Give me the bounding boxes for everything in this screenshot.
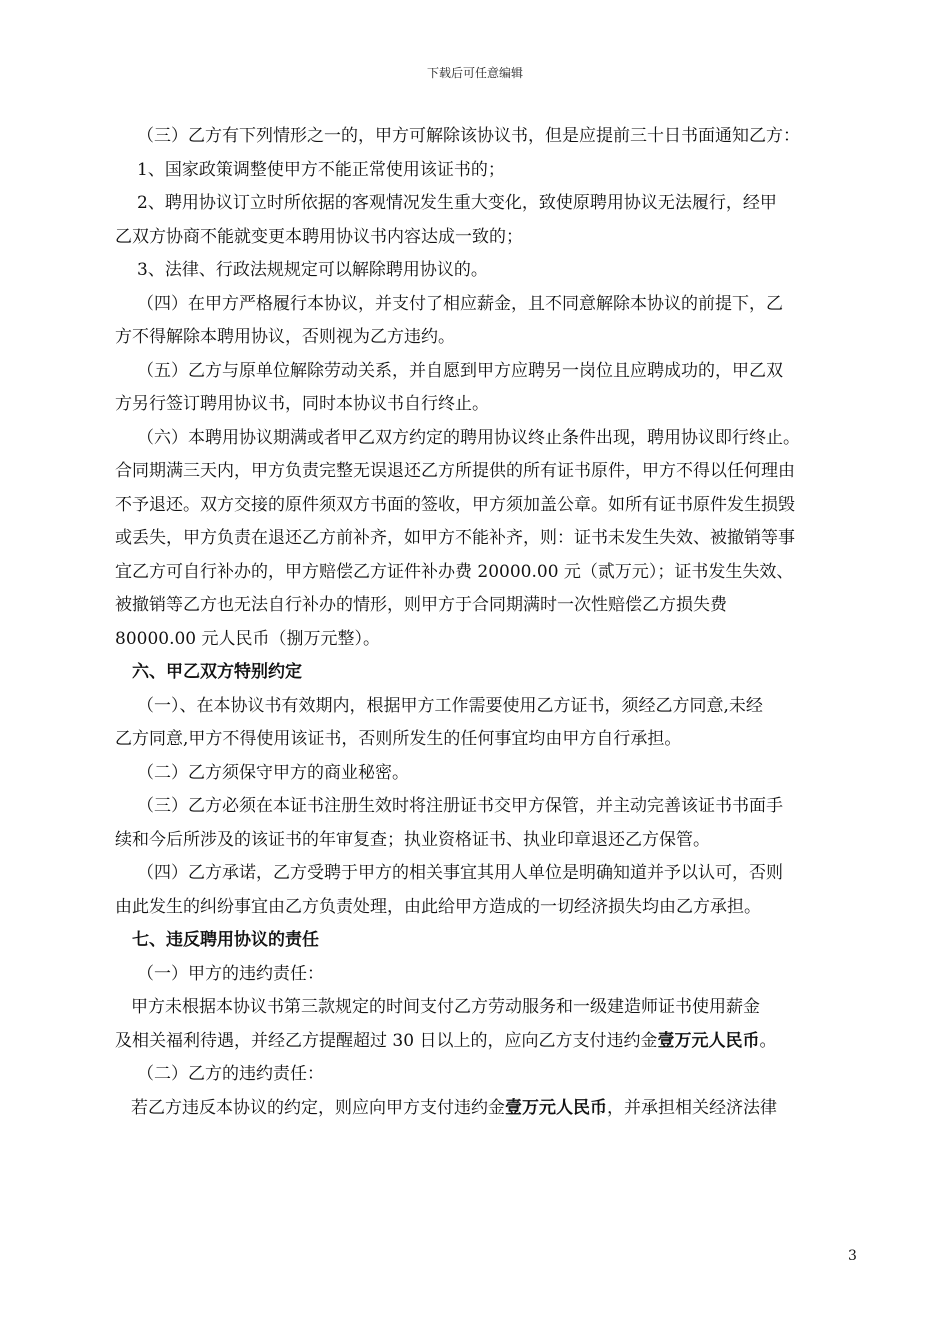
line-text: 及相关福利待遇，并经乙方提醒超过 30 日以上的，应向乙方支付违约金 xyxy=(115,1030,658,1051)
paragraph-line: （二）乙方的违约责任： xyxy=(137,1064,324,1084)
paragraph-line xyxy=(115,1092,875,1126)
paragraph-line: 3、法律、行政法规规定可以解除聘用协议的。 xyxy=(137,260,488,280)
paragraph-line: （一）、在本协议书有效期内，根据甲方工作需要使用乙方证书，须经乙方同意,未经 xyxy=(137,695,763,716)
penalty-amount-bold: 壹万元人民币 xyxy=(657,1030,760,1051)
paragraph-line: （四）在甲方严格履行本协议，并支付了相应薪金，且不同意解除本协议的前提下，乙 xyxy=(137,293,783,314)
paragraph-line: （一）甲方的违约责任： xyxy=(137,963,324,984)
paragraph-line: 方另行签订聘用协议书，同时本协议书自行终止。 xyxy=(115,394,489,414)
paragraph-line: 80000.00 元人民币（捌万元整）。 xyxy=(115,628,381,649)
page-header: 下载后可任意编辑 xyxy=(426,66,523,80)
paragraph-line: 续和今后所涉及的该证书的年审复查；执业资格证书、执业印章退还乙方保管。 xyxy=(115,829,710,850)
paragraph-line: （三）乙方必须在本证书注册生效时将注册证书交甲方保管，并主动完善该证书书面手 xyxy=(137,796,783,816)
paragraph-line: 方不得解除本聘用协议，否则视为乙方违约。 xyxy=(115,327,455,347)
paragraph-line: 合同期满三天内，甲方负责完整无误退还乙方所提供的所有证书原件，甲方不得以任何理由 xyxy=(115,461,795,481)
paragraph-line: 甲方未根据本协议书第三款规定的时间支付乙方劳动服务和一级建造师证书使用薪金 xyxy=(131,997,760,1017)
paragraph-line: 2、聘用协议订立时所依据的客观情况发生重大变化，致使原聘用协议无法履行，经甲 xyxy=(137,193,777,213)
paragraph-line: （六）本聘用协议期满或者甲乙双方约定的聘用协议终止条件出现，聘用协议即行终止。 xyxy=(137,427,800,448)
paragraph-line: 1、国家政策调整使甲方不能正常使用该证书的； xyxy=(137,159,505,180)
line-text: 。 xyxy=(759,1030,777,1051)
paragraph-line xyxy=(115,1025,875,1059)
page-number: 3 xyxy=(848,1248,857,1264)
section-heading-7: 七、违反聘用协议的责任 xyxy=(132,930,319,950)
paragraph-line: 由此发生的纠纷事宜由乙方负责处理，由此给甲方造成的一切经济损失均由乙方承担。 xyxy=(115,896,761,917)
section-heading-6: 六、甲乙双方特别约定 xyxy=(132,662,302,682)
paragraph-line: （五）乙方与原单位解除劳动关系，并自愿到甲方应聘另一岗位且应聘成功的，甲乙双 xyxy=(137,360,783,381)
paragraph-line: 乙双方协商不能就变更本聘用协议书内容达成一致的； xyxy=(115,226,523,247)
line-text: 若乙方违反本协议的约定，则应向甲方支付违约金 xyxy=(131,1097,505,1118)
line-text: ，并承担相关经济法律 xyxy=(607,1097,777,1118)
paragraph-line: （三）乙方有下列情形之一的，甲方可解除该协议书，但是应提前三十日书面通知乙方： xyxy=(137,126,800,146)
paragraph-line: （四）乙方承诺，乙方受聘于甲方的相关事宜其用人单位是明确知道并予以认可，否则 xyxy=(137,863,783,883)
penalty-amount-bold: 壹万元人民币 xyxy=(505,1097,607,1118)
paragraph-line: 不予退还。双方交接的原件须双方书面的签收，甲方须加盖公章。如所有证书原件发生损毁 xyxy=(115,494,795,515)
paragraph-line: （二）乙方须保守甲方的商业秘密。 xyxy=(137,762,409,783)
paragraph-line: 宜乙方可自行补办的，甲方赔偿乙方证件补办费 20000.00 元（贰万元）；证书发生失效、 xyxy=(115,561,794,582)
document-body xyxy=(115,120,875,1125)
paragraph-line: 或丢失，甲方负责在退还乙方前补齐，如甲方不能补齐，则：证书未发生失效、被撤销等事 xyxy=(115,528,795,548)
paragraph-line: 被撤销等乙方也无法自行补办的情形，则甲方于合同期满时一次性赔偿乙方损失费 xyxy=(115,595,727,615)
paragraph-line: 乙方同意,甲方不得使用该证书，否则所发生的任何事宜均由甲方自行承担。 xyxy=(115,729,682,749)
